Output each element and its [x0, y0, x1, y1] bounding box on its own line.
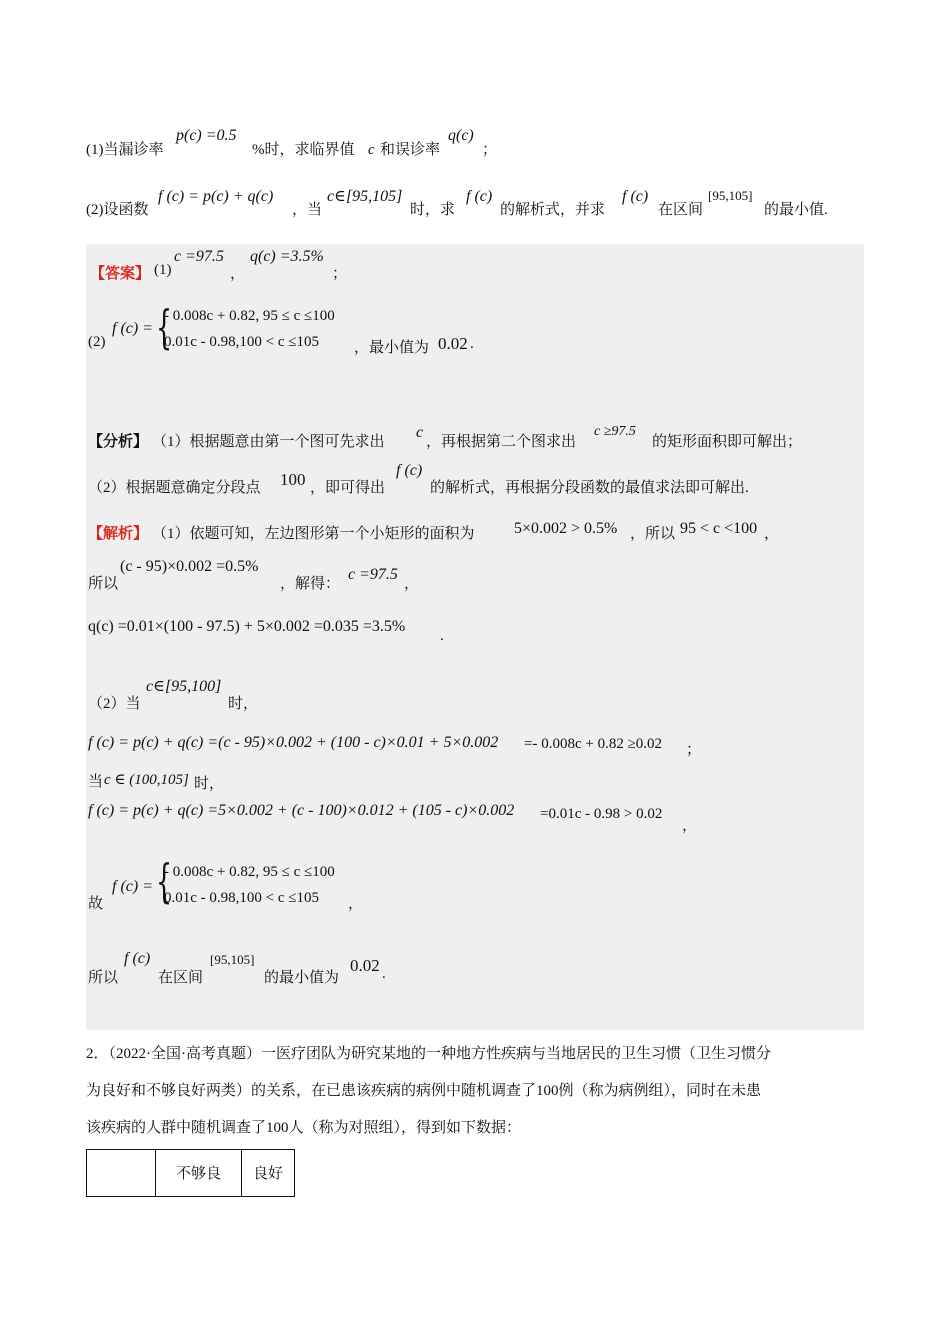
- table-row: [87, 1150, 295, 1197]
- solution-line5-expr: f (c) = p(c) + q(c) =(c - 95)×0.002 + (100 - c)×0.01 + 5×0.002: [88, 734, 499, 751]
- solution-line2-b: ，解得：: [280, 576, 341, 592]
- analysis-line2-c: 的解析式，再根据分段函数的最值求法即可解出.: [430, 480, 749, 496]
- table-header-cell: 良好: [242, 1150, 295, 1197]
- q2-mid: 的解析式，并求: [500, 202, 606, 218]
- solution-line9-c: 的最小值为: [264, 970, 340, 986]
- data-table: [86, 1149, 295, 1197]
- solution-line7-expr: f (c) = p(c) + q(c) =5×0.002 + (c - 100)×0.012 + (105 - c)×0.002: [88, 802, 515, 819]
- answer-part2: (2): [88, 334, 106, 350]
- solution-line9-b: 在区间: [158, 970, 204, 986]
- solution-line2-c: ，: [404, 576, 420, 592]
- solution-line7-result: =0.01c - 0.98 > 0.02: [540, 806, 663, 822]
- solution-line6-a: 当: [88, 774, 104, 790]
- answer-q-value: q(c) =3.5%: [250, 248, 324, 265]
- solution-line4-b: 时，: [228, 696, 259, 712]
- solution-line6-cond: c ∈ (100,105]: [104, 772, 189, 788]
- problem-2-line-3: 该疾病的人群中随机调查了100人（称为对照组），得到如下数据：: [86, 1120, 522, 1136]
- q1-unit: %时，求临界值: [252, 142, 355, 158]
- solution-line5-result: =- 0.008c + 0.82 ≥0.02: [524, 736, 663, 752]
- solution-line1-expr: 5×0.002 > 0.5%: [514, 520, 618, 537]
- q2-sep: ，当: [292, 202, 323, 218]
- answer-part1: (1): [154, 262, 172, 278]
- answer-case-2: 0.01c - 0.98,100 < c ≤105: [164, 334, 320, 350]
- q2-cond: c∈[95,105]: [327, 188, 403, 205]
- solution-line1-range: 95 < c <100: [680, 520, 758, 537]
- q1-mid: 和误诊率: [380, 142, 441, 158]
- solution-line9-value: 0.02: [350, 956, 380, 975]
- solution-line8-a: 故: [88, 896, 104, 912]
- q1-expr: p(c) =0.5: [176, 127, 237, 144]
- solution-line9-range: [95,105]: [210, 952, 255, 967]
- analysis-line2-num: 100: [280, 470, 306, 489]
- solution-line2-result: c =97.5: [348, 566, 398, 583]
- solution-line4-cond: c∈[95,100]: [146, 678, 222, 695]
- solution-line8-end: ，: [348, 896, 364, 912]
- analysis-line1-cond: c ≥97.5: [594, 424, 636, 439]
- answer-dot: .: [470, 336, 474, 352]
- analysis-line2-f: f (c): [396, 462, 423, 479]
- q2-when: 时，求: [410, 202, 456, 218]
- solution-case-2: 0.01c - 0.98,100 < c ≤105: [164, 890, 320, 906]
- solution-line7-end: ，: [682, 818, 698, 834]
- q2-f3: f (c): [622, 188, 649, 205]
- q2-f2: f (c): [466, 188, 493, 205]
- solution-line2-a: 所以: [88, 576, 119, 592]
- solution-line9-f: f (c): [124, 950, 151, 967]
- analysis-line2-a: （2）根据题意确定分段点: [88, 480, 261, 496]
- analysis-tag: 【分析】: [88, 434, 149, 450]
- q1-var: c: [368, 142, 375, 158]
- answer-semicolon: ；: [332, 266, 348, 282]
- answer-comma: ，: [230, 266, 246, 282]
- answer-min-text: ，最小值为: [354, 340, 430, 356]
- solution-line9-end: .: [382, 966, 386, 982]
- problem-2-line-1: 2．（2022·全国·高考真题）一医疗团队为研究某地的一种地方性疾病与当地居民的卫生习惯（卫生习惯分: [86, 1046, 771, 1062]
- answer-brace: {: [156, 300, 173, 354]
- q1-expr2: q(c): [448, 127, 474, 144]
- answer-tag: 【答案】: [90, 266, 151, 282]
- solution-brace: {: [156, 854, 173, 908]
- solution-line9-a: 所以: [88, 970, 119, 986]
- answer-min-value: 0.02: [438, 334, 468, 353]
- q1-end: ；: [482, 142, 498, 158]
- solution-line4-a: （2）当: [88, 696, 141, 712]
- solution-line1-a: （1）依题可知，左边图形第一个小矩形的面积为: [152, 526, 475, 542]
- q2-range-label: 在区间: [658, 202, 704, 218]
- solution-box: [86, 244, 864, 1030]
- solution-line3-expr: q(c) =0.01×(100 - 97.5) + 5×0.002 =0.035 =3.5%: [88, 618, 406, 635]
- solution-case-1: - 0.008c + 0.82, 95 ≤ c ≤100: [164, 864, 335, 880]
- q1-prefix: (1)当漏诊率: [86, 142, 164, 158]
- q2-end: 的最小值.: [764, 202, 828, 218]
- solution-line2-expr: (c - 95)×0.002 =0.5%: [120, 558, 259, 575]
- problem-2-line-2: 为良好和不够良好两类）的关系，在已患该疾病的病例中随机调查了100例（称为病例组），同时在未患: [86, 1083, 762, 1099]
- answer-f-label: f (c) =: [112, 320, 153, 337]
- solution-line1-c: ，: [764, 526, 780, 542]
- solution-tag: 【解析】: [88, 526, 149, 542]
- answer-case-1: - 0.008c + 0.82, 95 ≤ c ≤100: [164, 308, 335, 324]
- analysis-line2-b: ，即可得出: [310, 480, 386, 496]
- analysis-line1-b: ，再根据第二个图求出: [426, 434, 577, 450]
- q2-range: [95,105]: [708, 188, 753, 203]
- solution-line5-end: ；: [686, 742, 702, 758]
- solution-line3-end: .: [440, 628, 444, 644]
- answer-c-value: c =97.5: [174, 248, 224, 265]
- q2-f: f (c) = p(c) + q(c): [158, 188, 274, 205]
- solution-line6-b: 时，: [194, 776, 225, 792]
- solution-line1-b: ，所以: [630, 526, 676, 542]
- analysis-line1-c: c: [416, 424, 424, 441]
- analysis-line1-a: （1）根据题意由第一个图可先求出: [152, 434, 385, 450]
- analysis-line1-d: 的矩形面积即可解出；: [652, 434, 803, 450]
- table-header-cell: 不够良: [156, 1150, 242, 1197]
- table-header-cell: [87, 1150, 156, 1197]
- solution-line8-f: f (c) =: [112, 878, 153, 895]
- q2-prefix: (2)设函数: [86, 202, 149, 218]
